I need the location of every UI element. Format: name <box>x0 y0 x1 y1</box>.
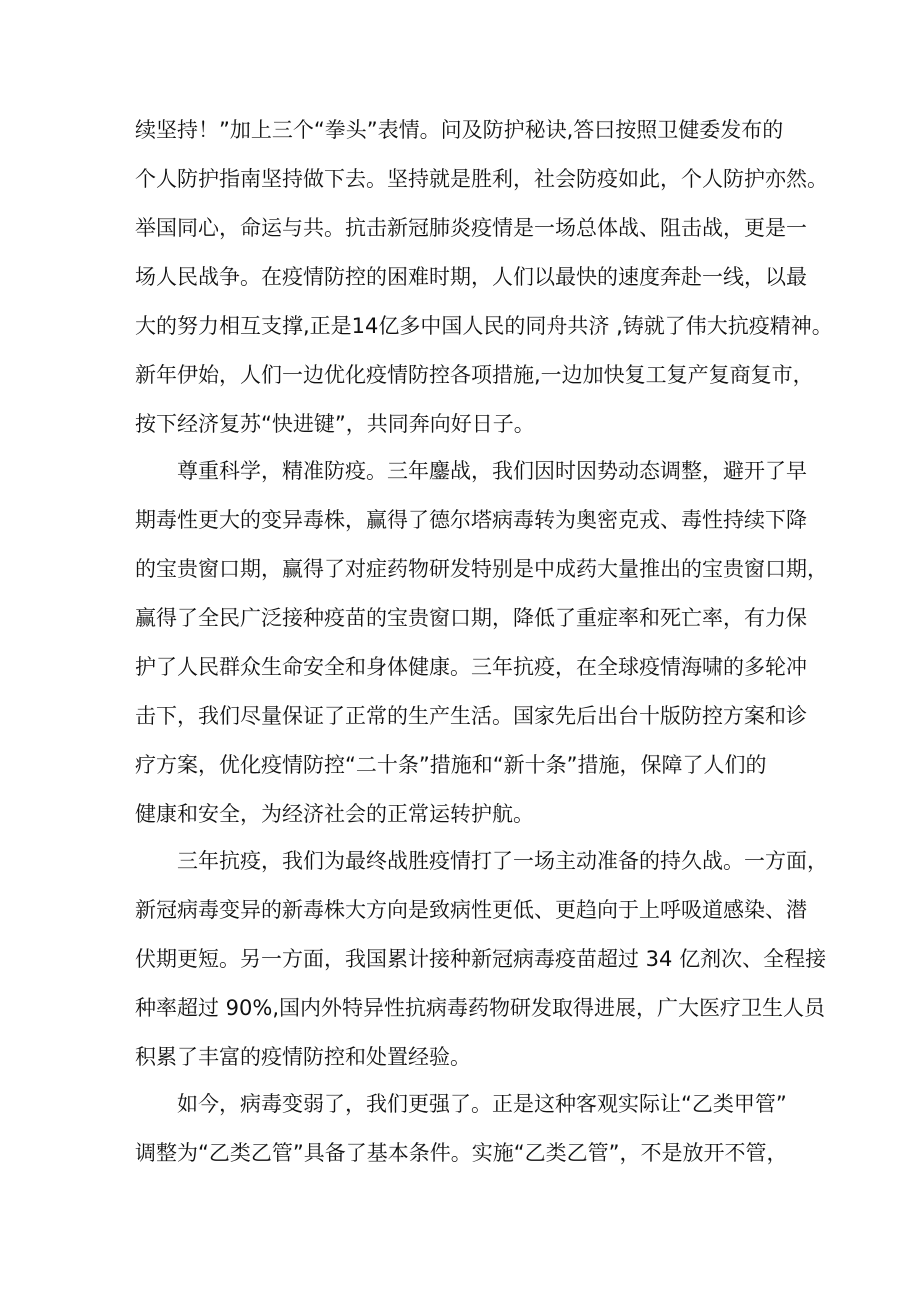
text-line: 调整为“乙类乙管”具备了基本条件。实施“乙类乙管”，不是放开不管， <box>135 1141 788 1165</box>
text-line: 赢得了全民广泛接种疫苗的宝贵窗口期，降低了重症率和死亡率，有力保 <box>135 606 807 630</box>
text-line: 举国同心，命运与共。抗击新冠肺炎疫情是一场总体战、阻击战，更是一 <box>135 216 807 240</box>
text-line: 护了人民群众生命安全和身体健康。三年抗疫，在全球疫情海啸的多轮冲 <box>135 655 807 679</box>
text-line: 尊重科学，精准防疫。三年鏖战，我们因时因势动态调整，避开了早 <box>177 459 807 483</box>
text-line: 按下经济复苏“快进键”，共同奔向好日子。 <box>135 412 535 436</box>
text-line: 如今，病毒变弱了，我们更强了。正是这种客观实际让“乙类甲管” <box>177 1092 787 1116</box>
text-line: 健康和安全，为经济社会的正常运转护航。 <box>135 802 534 826</box>
text-line: 场人民战争。在疫情防控的困难时期，人们以最快的速度奔赴一线，以最 <box>135 265 807 289</box>
text-line: 新冠病毒变异的新毒株大方向是致病性更低、更趋向于上呼吸道感染、潜 <box>135 898 807 922</box>
text-line: 续坚持！”加上三个“拳头”表情。问及防护秘诀,答曰按照卫健委发布的 <box>135 118 784 142</box>
text-line: 击下，我们尽量保证了正常的生产生活。国家先后出台十版防控方案和诊 <box>135 704 807 728</box>
text-line: 新年伊始，人们一边优化疫情防控各项措施,一边加快复工复产复商复市， <box>135 363 814 387</box>
text-line: 的宝贵窗口期，赢得了对症药物研发特别是中成药大量推出的宝贵窗口期， <box>135 557 828 581</box>
text-line: 大的努力相互支撑,正是14亿多中国人民的同舟共济 ,铸就了伟大抗疫精神。 <box>135 314 833 338</box>
text-line: 期毒性更大的变异毒株，赢得了德尔塔病毒转为奥密克戎、毒性持续下降 <box>135 508 807 532</box>
text-line: 积累了丰富的疫情防控和处置经验。 <box>135 1045 471 1069</box>
text-line: 疗方案，优化疫情防控“二十条”措施和“新十条”措施，保障了人们的 <box>135 753 767 777</box>
text-line: 种率超过 90%,国内外特异性抗病毒药物研发取得进展，广大医疗卫生人员 <box>135 996 826 1020</box>
text-line: 伏期更短。另一方面，我国累计接种新冠病毒疫苗超过 34 亿剂次、全程接 <box>135 947 827 971</box>
text-line: 个人防护指南坚持做下去。坚持就是胜利，社会防疫如此，个人防护亦然。 <box>135 167 828 191</box>
text-line: 三年抗疫，我们为最终战胜疫情打了一场主动准备的持久战。一方面， <box>177 849 828 873</box>
